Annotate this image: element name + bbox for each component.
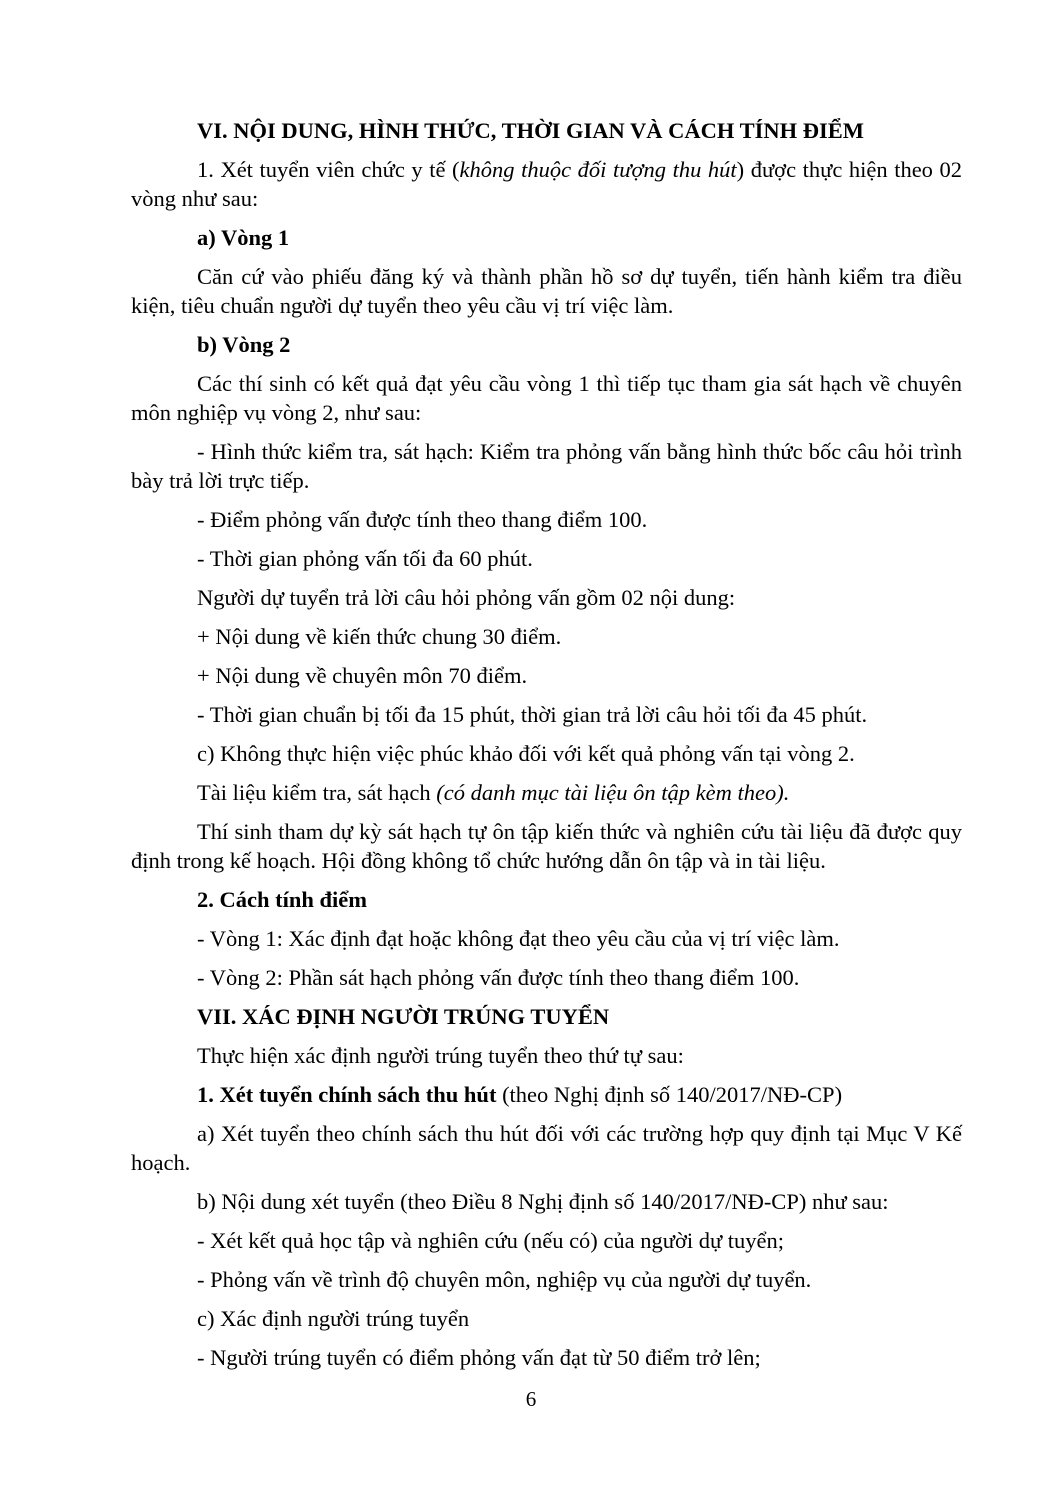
scoring-round-1: - Vòng 1: Xác định đạt hoặc không đạt theo yêu cầu của vị trí việc làm. xyxy=(197,926,840,951)
section-6-title: VI. NỘI DUNG, HÌNH THỨC, THỜI GIAN VÀ CÁCH TÍNH ĐIỂM xyxy=(197,118,864,143)
round-1-heading: a) Vòng 1 xyxy=(197,225,290,250)
scoring-heading: 2. Cách tính điểm xyxy=(197,887,368,912)
policy-c: c) Xác định người trúng tuyển xyxy=(197,1306,470,1331)
round-2-heading: b) Vòng 2 xyxy=(197,332,291,357)
section-7-title: VII. XÁC ĐỊNH NGƯỜI TRÚNG TUYỂN xyxy=(197,1004,610,1029)
paragraph-recruitment-rounds: 1. Xét tuyển viên chức y tế (không thuộc đối tượng thu hút) được thực hiện theo 02 vòng như sau: xyxy=(131,157,963,211)
page-number: 6 xyxy=(525,1387,537,1411)
policy-c1: - Người trúng tuyển có điểm phỏng vấn đạt từ 50 điểm trở lên; xyxy=(197,1345,761,1370)
policy-heading: 1. Xét tuyển chính sách thu hút (theo Nghị định số 140/2017/NĐ-CP) xyxy=(197,1082,843,1107)
exam-form: - Hình thức kiểm tra, sát hạch: Kiểm tra phỏng vấn bằng hình thức bốc câu hỏi trình bày trả lời trực tiếp. xyxy=(131,439,962,493)
preparation-time: - Thời gian chuẩn bị tối đa 15 phút, thời gian trả lời câu hỏi tối đa 45 phút. xyxy=(197,702,868,727)
materials-note: Tài liệu kiểm tra, sát hạch (có danh mục tài liệu ôn tập kèm theo). xyxy=(197,780,790,805)
content-general: + Nội dung về kiến thức chung 30 điểm. xyxy=(197,624,562,649)
policy-b1: - Xét kết quả học tập và nghiên cứu (nếu có) của người dự tuyển; xyxy=(197,1228,785,1253)
document-page xyxy=(131,112,962,1372)
policy-a: a) Xét tuyển theo chính sách thu hút đối với các trường hợp quy định tại Mục V Kế hoạch. xyxy=(131,1121,962,1175)
score-scale: - Điểm phỏng vấn được tính theo thang điểm 100. xyxy=(197,507,648,532)
policy-b: b) Nội dung xét tuyển (theo Điều 8 Nghị định số 140/2017/NĐ-CP) như sau: xyxy=(197,1189,889,1214)
content-intro: Người dự tuyển trả lời câu hỏi phỏng vấn gồm 02 nội dung: xyxy=(197,585,736,610)
round-2-text: Các thí sinh có kết quả đạt yêu cầu vòng 1 thì tiếp tục tham gia sát hạch về chuyên môn nghiệp vụ vòng 2, như sau: xyxy=(131,371,962,425)
section-7-intro: Thực hiện xác định người trúng tuyển theo thứ tự sau: xyxy=(197,1043,684,1068)
round-1-text: Căn cứ vào phiếu đăng ký và thành phần hồ sơ dự tuyển, tiến hành kiểm tra điều kiện, tiêu chuẩn người dự tuyển theo yêu cầu vị trí việc làm. xyxy=(131,264,962,318)
interview-duration: - Thời gian phỏng vấn tối đa 60 phút. xyxy=(197,546,533,571)
scoring-round-2: - Vòng 2: Phần sát hạch phỏng vấn được tính theo thang điểm 100. xyxy=(197,965,800,990)
self-study-note: Thí sinh tham dự kỳ sát hạch tự ôn tập kiến thức và nghiên cứu tài liệu đã được quy định trong kế hoạch. Hội đồng không tổ chức hướng dẫn ôn tập và in tài liệu. xyxy=(131,819,962,873)
content-specialty: + Nội dung về chuyên môn 70 điểm. xyxy=(197,663,528,688)
policy-b2: - Phỏng vấn về trình độ chuyên môn, nghiệp vụ của người dự tuyển. xyxy=(197,1267,812,1292)
no-review-note: c) Không thực hiện việc phúc khảo đối với kết quả phỏng vấn tại vòng 2. xyxy=(197,741,855,766)
